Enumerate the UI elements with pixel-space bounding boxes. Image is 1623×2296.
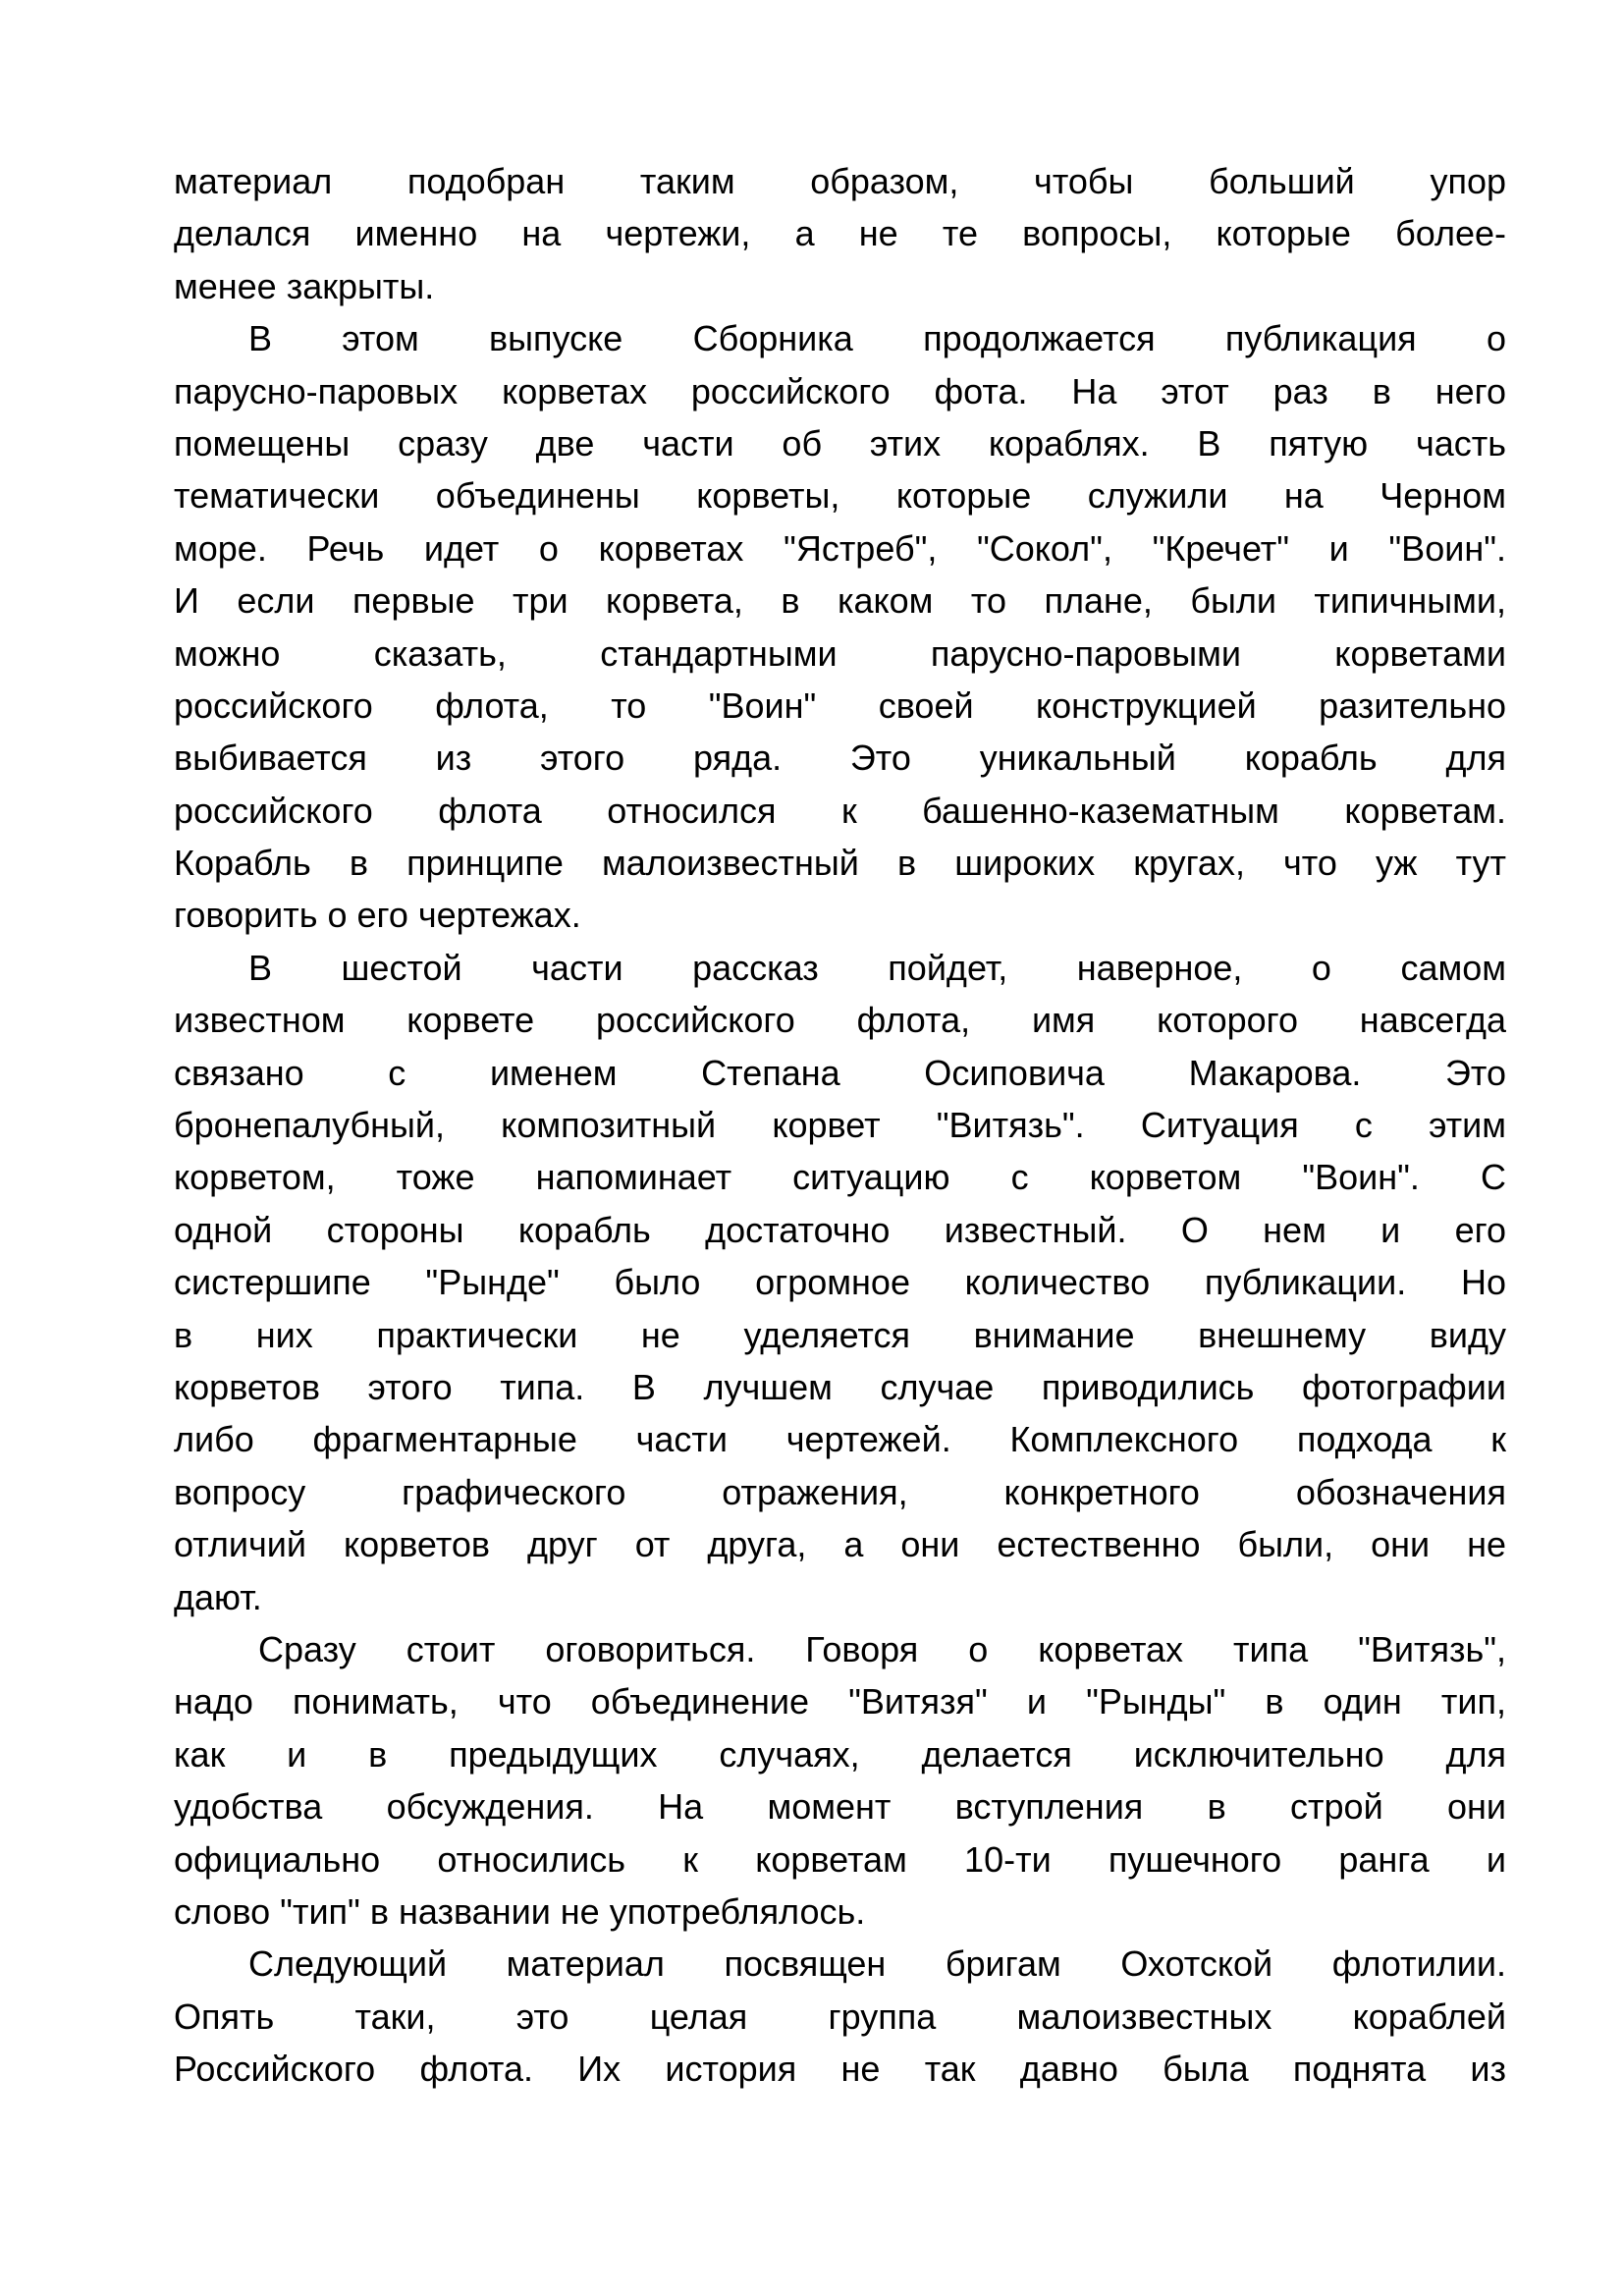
paragraph <box>174 942 1506 1623</box>
text-line: говорить о его чертежах. <box>174 895 581 936</box>
text-line: российского флота относился к башенно-казематным корветам. <box>174 790 1506 831</box>
text-line: Сразу стоит оговориться. Говоря о корветах типа "Витязь", <box>258 1628 1506 1669</box>
text-line: надо понимать, что объединение "Витязя" и "Рынды" в один тип, <box>174 1681 1506 1722</box>
text-line: тематически объединены корветы, которые служили на Черном <box>174 475 1506 517</box>
text-line: слово "тип" в названии не употреблялось. <box>174 1890 866 1932</box>
text-line: менее закрыты. <box>174 265 435 306</box>
paragraph <box>174 1623 1506 1938</box>
text-line: Следующий материал посвящен бригам Охотской флотилии. <box>248 1943 1506 1985</box>
text-line: корветом, тоже напоминает ситуацию с корветом "Воин". С <box>174 1157 1506 1198</box>
text-line: либо фрагментарные части чертежей. Комплексного подхода к <box>174 1419 1506 1460</box>
text-line: бронепалубный, композитный корвет "Витязь". Ситуация с этим <box>174 1105 1506 1146</box>
text-line: удобства обсуждения. На момент вступления в строй они <box>174 1786 1506 1828</box>
text-line: В шестой части рассказ пойдет, наверное, о самом <box>248 947 1506 988</box>
text-line: Корабль в принципе малоизвестный в широких кругах, что уж тут <box>174 843 1506 884</box>
text-line: выбивается из этого ряда. Это уникальный корабль для <box>174 738 1506 779</box>
text-line: делался именно на чертежи, а не те вопросы, которые более- <box>174 213 1506 254</box>
text-line: Опять таки, это целая группа малоизвестных кораблей <box>174 1995 1506 2037</box>
text-line: можно сказать, стандартными парусно-паровыми корветами <box>174 632 1506 674</box>
text-line: море. Речь идет о корветах "Ястреб", "Сокол", "Кречет" и "Воин". <box>174 527 1506 569</box>
text-line: И если первые три корвета, в каком то плане, были типичными, <box>174 580 1506 622</box>
text-line: официально относились к корветам 10-ти пушечного ранга и <box>174 1838 1506 1880</box>
text-line: российского флота, то "Воин" своей конструкцией разительно <box>174 684 1506 726</box>
text-line: Российского флота. Их история не так давно была поднята из <box>174 2049 1506 2090</box>
text-line: систершипе "Рынде" было огромное количество публикации. Но <box>174 1262 1506 1303</box>
text-line: помещены сразу две части об этих кораблях. В пятую часть <box>174 422 1506 464</box>
text-line: материал подобран таким образом, чтобы больший упор <box>174 161 1506 201</box>
text-line: корветов этого типа. В лучшем случае приводились фотографии <box>174 1366 1506 1407</box>
paragraph <box>174 155 1506 312</box>
text-line: вопросу графического отражения, конкретного обозначения <box>174 1471 1506 1512</box>
text-line: дают. <box>174 1576 262 1617</box>
document-page <box>174 155 1506 2095</box>
text-line: как и в предыдущих случаях, делается исключительно для <box>174 1733 1506 1775</box>
text-line: связано с именем Степана Осиповича Макарова. Это <box>174 1052 1506 1093</box>
text-line: отличий корветов друг от друга, а они естественно были, они не <box>174 1524 1506 1565</box>
text-line: парусно-паровых корветах российского фота. На этот раз в него <box>174 370 1506 411</box>
text-line: в них практически не уделяется внимание внешнему виду <box>174 1314 1506 1355</box>
text-line: В этом выпуске Сборника продолжается публикация о <box>248 318 1506 359</box>
text-line: одной стороны корабль достаточно известный. О нем и его <box>174 1209 1506 1250</box>
paragraph <box>174 1938 1506 2095</box>
paragraph <box>174 312 1506 942</box>
text-line: известном корвете российского флота, имя которого навсегда <box>174 1000 1506 1041</box>
